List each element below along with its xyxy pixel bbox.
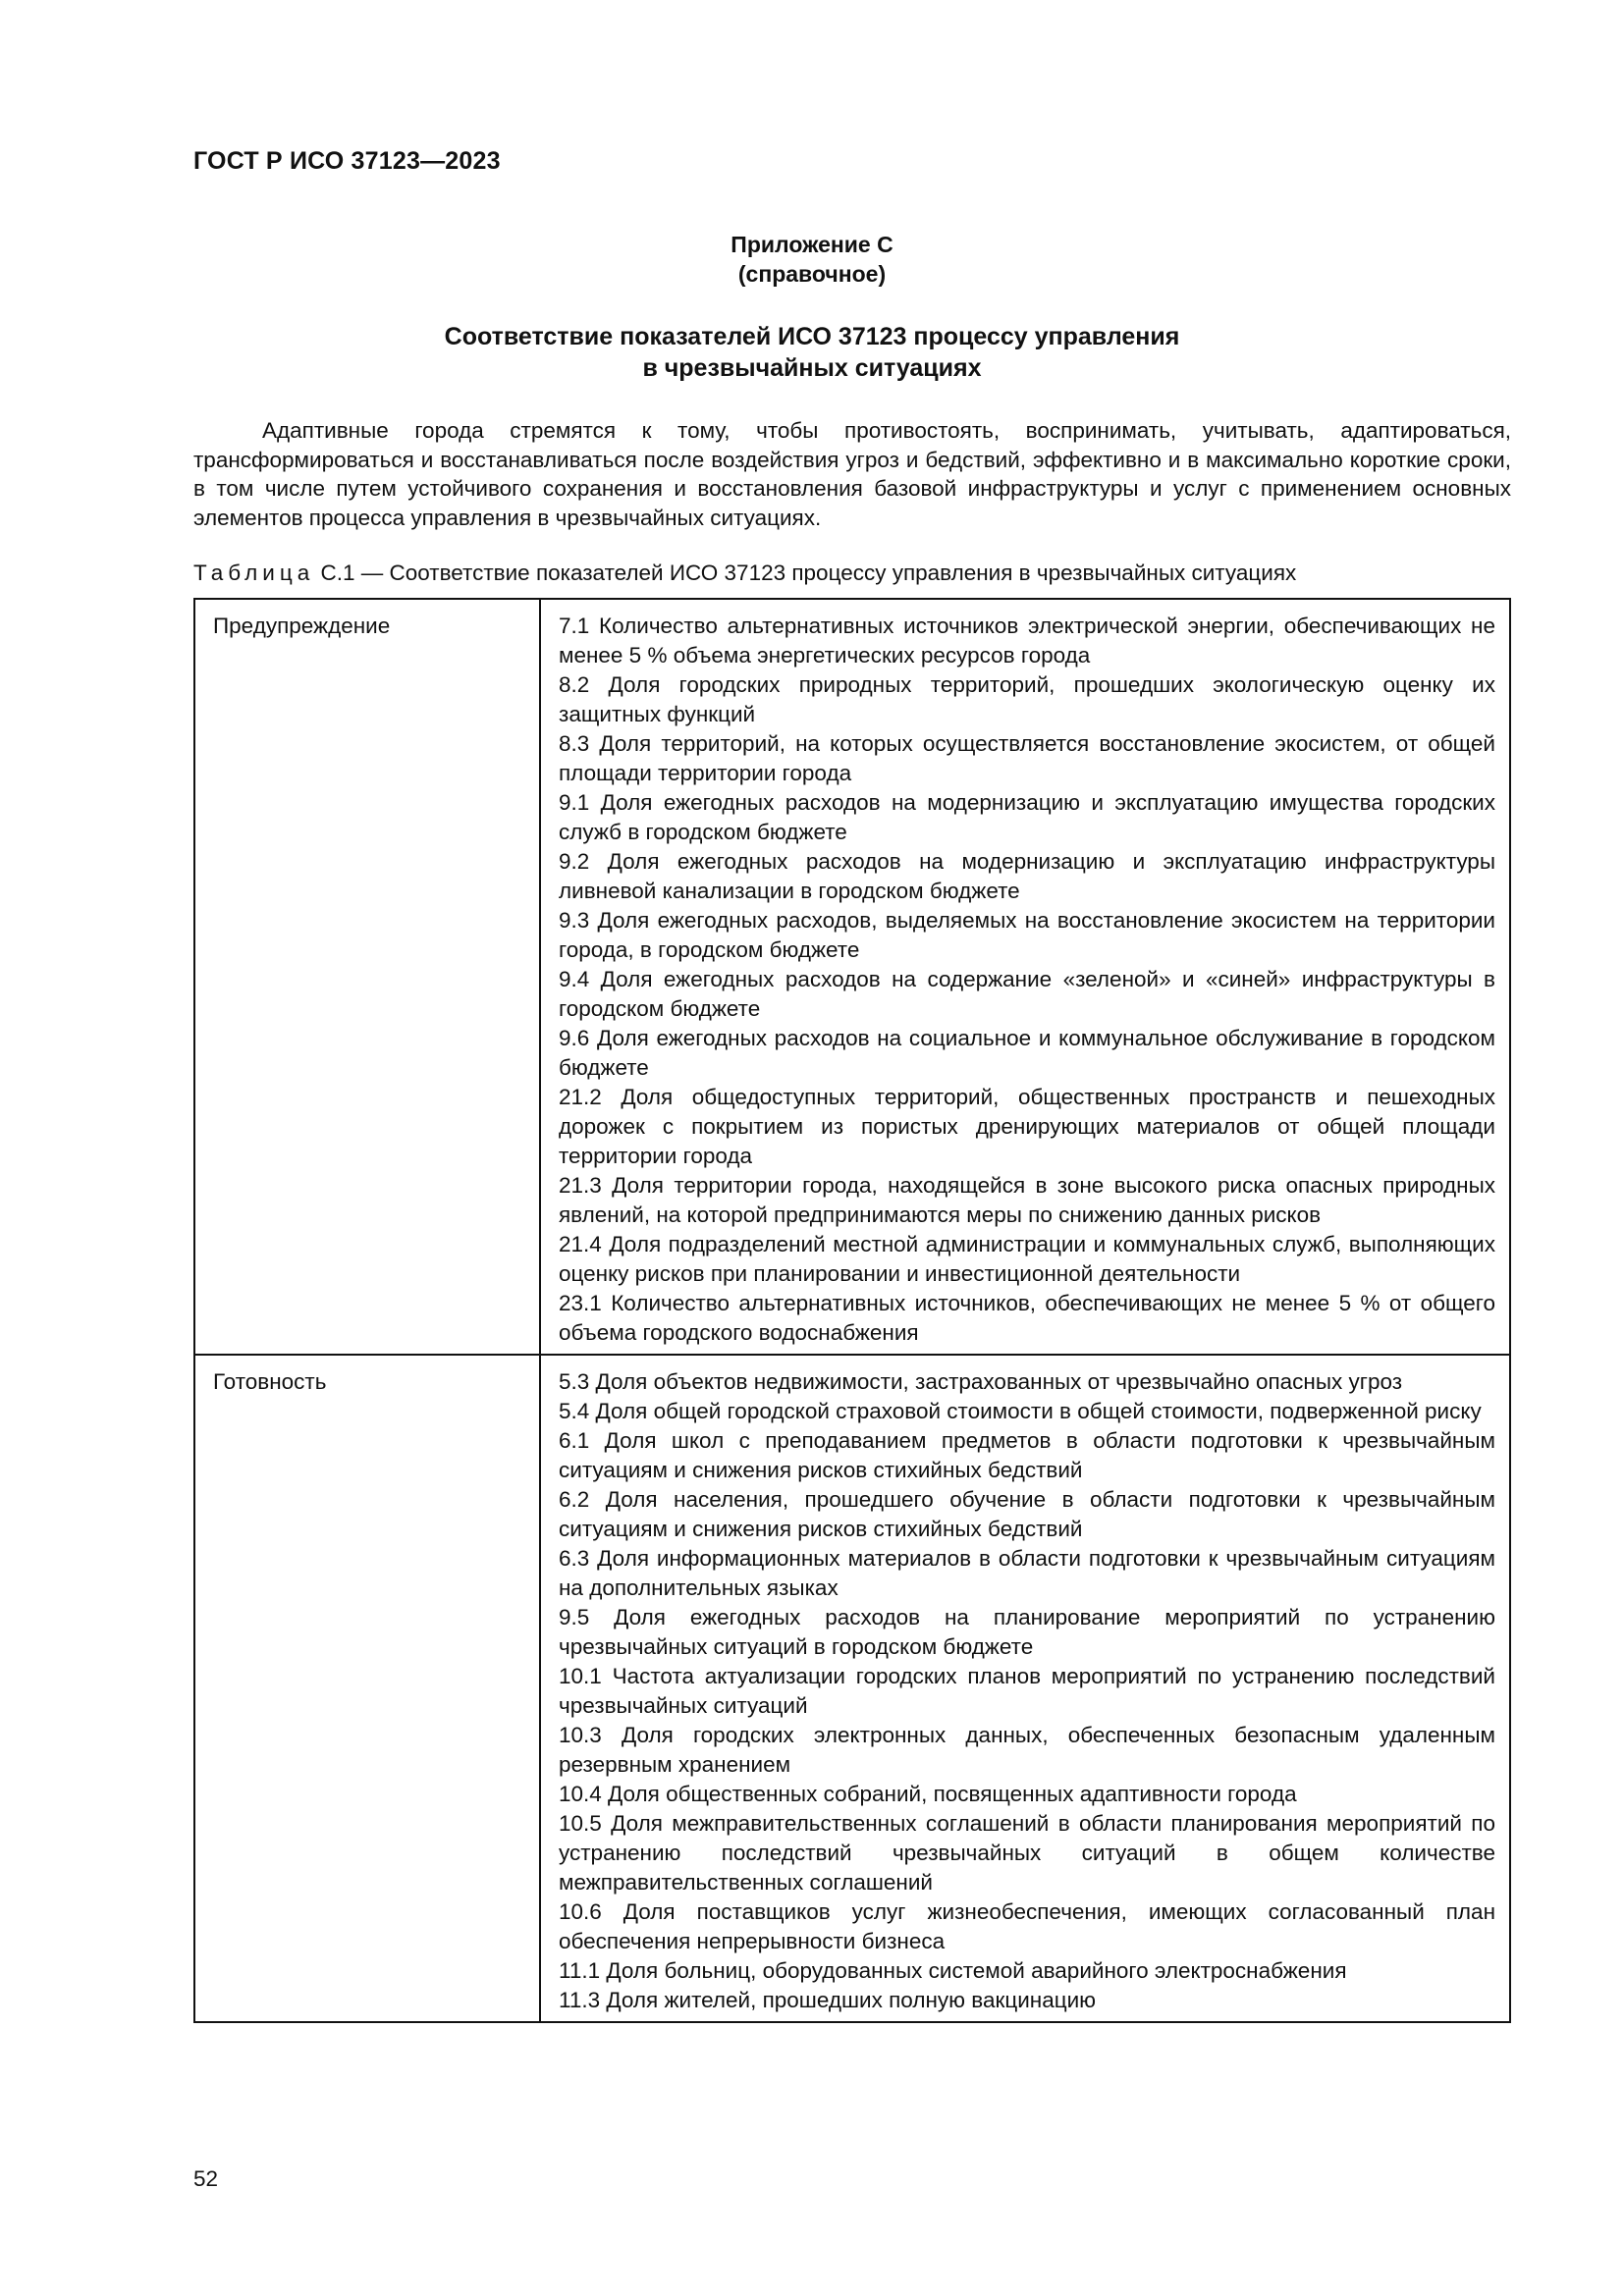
page-number: 52 [193,2166,219,2191]
indicator-item: 10.3 Доля городских электронных данных, обеспеченных безопасным удаленным резервным хранением [559,1723,1495,1777]
document-code: ГОСТ Р ИСО 37123—2023 [193,147,501,175]
indicator-item: 10.4 Доля общественных собраний, посвященных адаптивности города [559,1782,1297,1806]
indicator-item: 10.1 Частота актуализации городских планов мероприятий по устранению последствий чрезвычайных ситуаций [559,1664,1495,1718]
section-title-line-1: Соответствие показателей ИСО 37123 процессу управления [444,323,1180,350]
category-cell: Готовность [194,1355,540,2022]
section-title [0,321,1624,384]
indicator-item: 5.3 Доля объектов недвижимости, застрахованных от чрезвычайно опасных угроз [559,1369,1403,1394]
indicator-item: 11.3 Доля жителей, прошедших полную вакцинацию [559,1988,1097,2012]
indicator-item: 8.3 Доля территорий, на которых осуществляется восстановление экосистем, от общей площади территории города [559,731,1495,785]
indicator-item: 6.2 Доля населения, прошедшего обучение в области подготовки к чрезвычайным ситуациям и снижения рисков стихийных бедствий [559,1487,1495,1541]
indicator-item: 6.3 Доля информационных материалов в области подготовки к чрезвычайным ситуациям на дополнительных языках [559,1546,1495,1600]
appendix-title: Приложение С [731,232,893,257]
indicator-item: 21.2 Доля общедоступных территорий, общественных пространств и пешеходных дорожек с покрытием из пористых дренирующих материалов от общей площади территории города [559,1085,1495,1168]
indicator-item: 21.4 Доля подразделений местной администрации и коммунальных служб, выполняющих оценку рисков при планировании и инвестиционной деятельности [559,1232,1495,1286]
indicator-item: 11.1 Доля больниц, оборудованных системой аварийного электроснабжения [559,1958,1347,1983]
indicator-item: 10.6 Доля поставщиков услуг жизнеобеспечения, имеющих согласованный план обеспечения непрерывности бизнеса [559,1899,1495,1953]
category-cell: Предупреждение [194,599,540,1355]
table-row [194,599,1510,1355]
indicator-item: 9.1 Доля ежегодных расходов на модернизацию и эксплуатацию имущества городских служб в городском бюджете [559,790,1495,844]
table-caption-label: Таблица [193,561,315,585]
indicator-item: 9.6 Доля ежегодных расходов на социальное и коммунальное обслуживание в городском бюджете [559,1026,1495,1080]
indicator-item: 10.5 Доля межправительственных соглашений в области планирования мероприятий по устранению последствий чрезвычайных ситуаций в общем количестве межправительственных соглашений [559,1811,1495,1895]
indicators-cell [540,1355,1510,2022]
indicator-item: 9.5 Доля ежегодных расходов на планирование мероприятий по устранению чрезвычайных ситуаций в городском бюджете [559,1605,1495,1659]
appendix-kind: (справочное) [737,261,887,287]
indicator-item: 9.4 Доля ежегодных расходов на содержание «зеленой» и «синей» инфраструктуры в городском бюджете [559,967,1495,1021]
indicator-item: 8.2 Доля городских природных территорий, прошедших экологическую оценку их защитных функций [559,672,1495,726]
indicator-item: 6.1 Доля школ с преподаванием предметов в области подготовки к чрезвычайным ситуациям и снижения рисков стихийных бедствий [559,1428,1495,1482]
table-row [194,1355,1510,2022]
indicator-item: 9.2 Доля ежегодных расходов на модернизацию и эксплуатацию инфраструктуры ливневой канализации в городском бюджете [559,849,1495,903]
indicator-item: 23.1 Количество альтернативных источников, обеспечивающих не менее 5 % от общего объема городского водоснабжения [559,1291,1495,1345]
indicator-item: 9.3 Доля ежегодных расходов, выделяемых на восстановление экосистем на территории города, в городском бюджете [559,908,1495,962]
indicator-item: 7.1 Количество альтернативных источников электрической энергии, обеспечивающих не менее 5 % объема энергетических ресурсов города [559,614,1495,667]
appendix-heading [0,230,1624,289]
table-caption [193,559,1296,587]
table-caption-text: С.1 — Соответствие показателей ИСО 37123 процессу управления в чрезвычайных ситуациях [314,561,1297,585]
indicator-item: 21.3 Доля территории города, находящейся в зоне высокого риска опасных природных явлений, на которой предпринимаются меры по снижению данных рисков [559,1173,1495,1227]
indicators-table [193,598,1511,2023]
intro-paragraph: Адаптивные города стремятся к тому, чтобы противостоять, воспринимать, учитывать, адаптироваться, трансформироваться и восстанавливаться после воздействия угроз и бедствий, эффективно и в максимально короткие сроки, в том числе путем устойчивого сохранения и восстановления базовой инфраструктуры и услуг с применением основных элементов процесса управления в чрезвычайных ситуациях. [193,418,1511,530]
indicators-cell [540,599,1510,1355]
section-title-line-2: в чрезвычайных ситуациях [642,354,982,382]
indicator-item: 5.4 Доля общей городской страховой стоимости в общей стоимости, подверженной риску [559,1399,1482,1423]
